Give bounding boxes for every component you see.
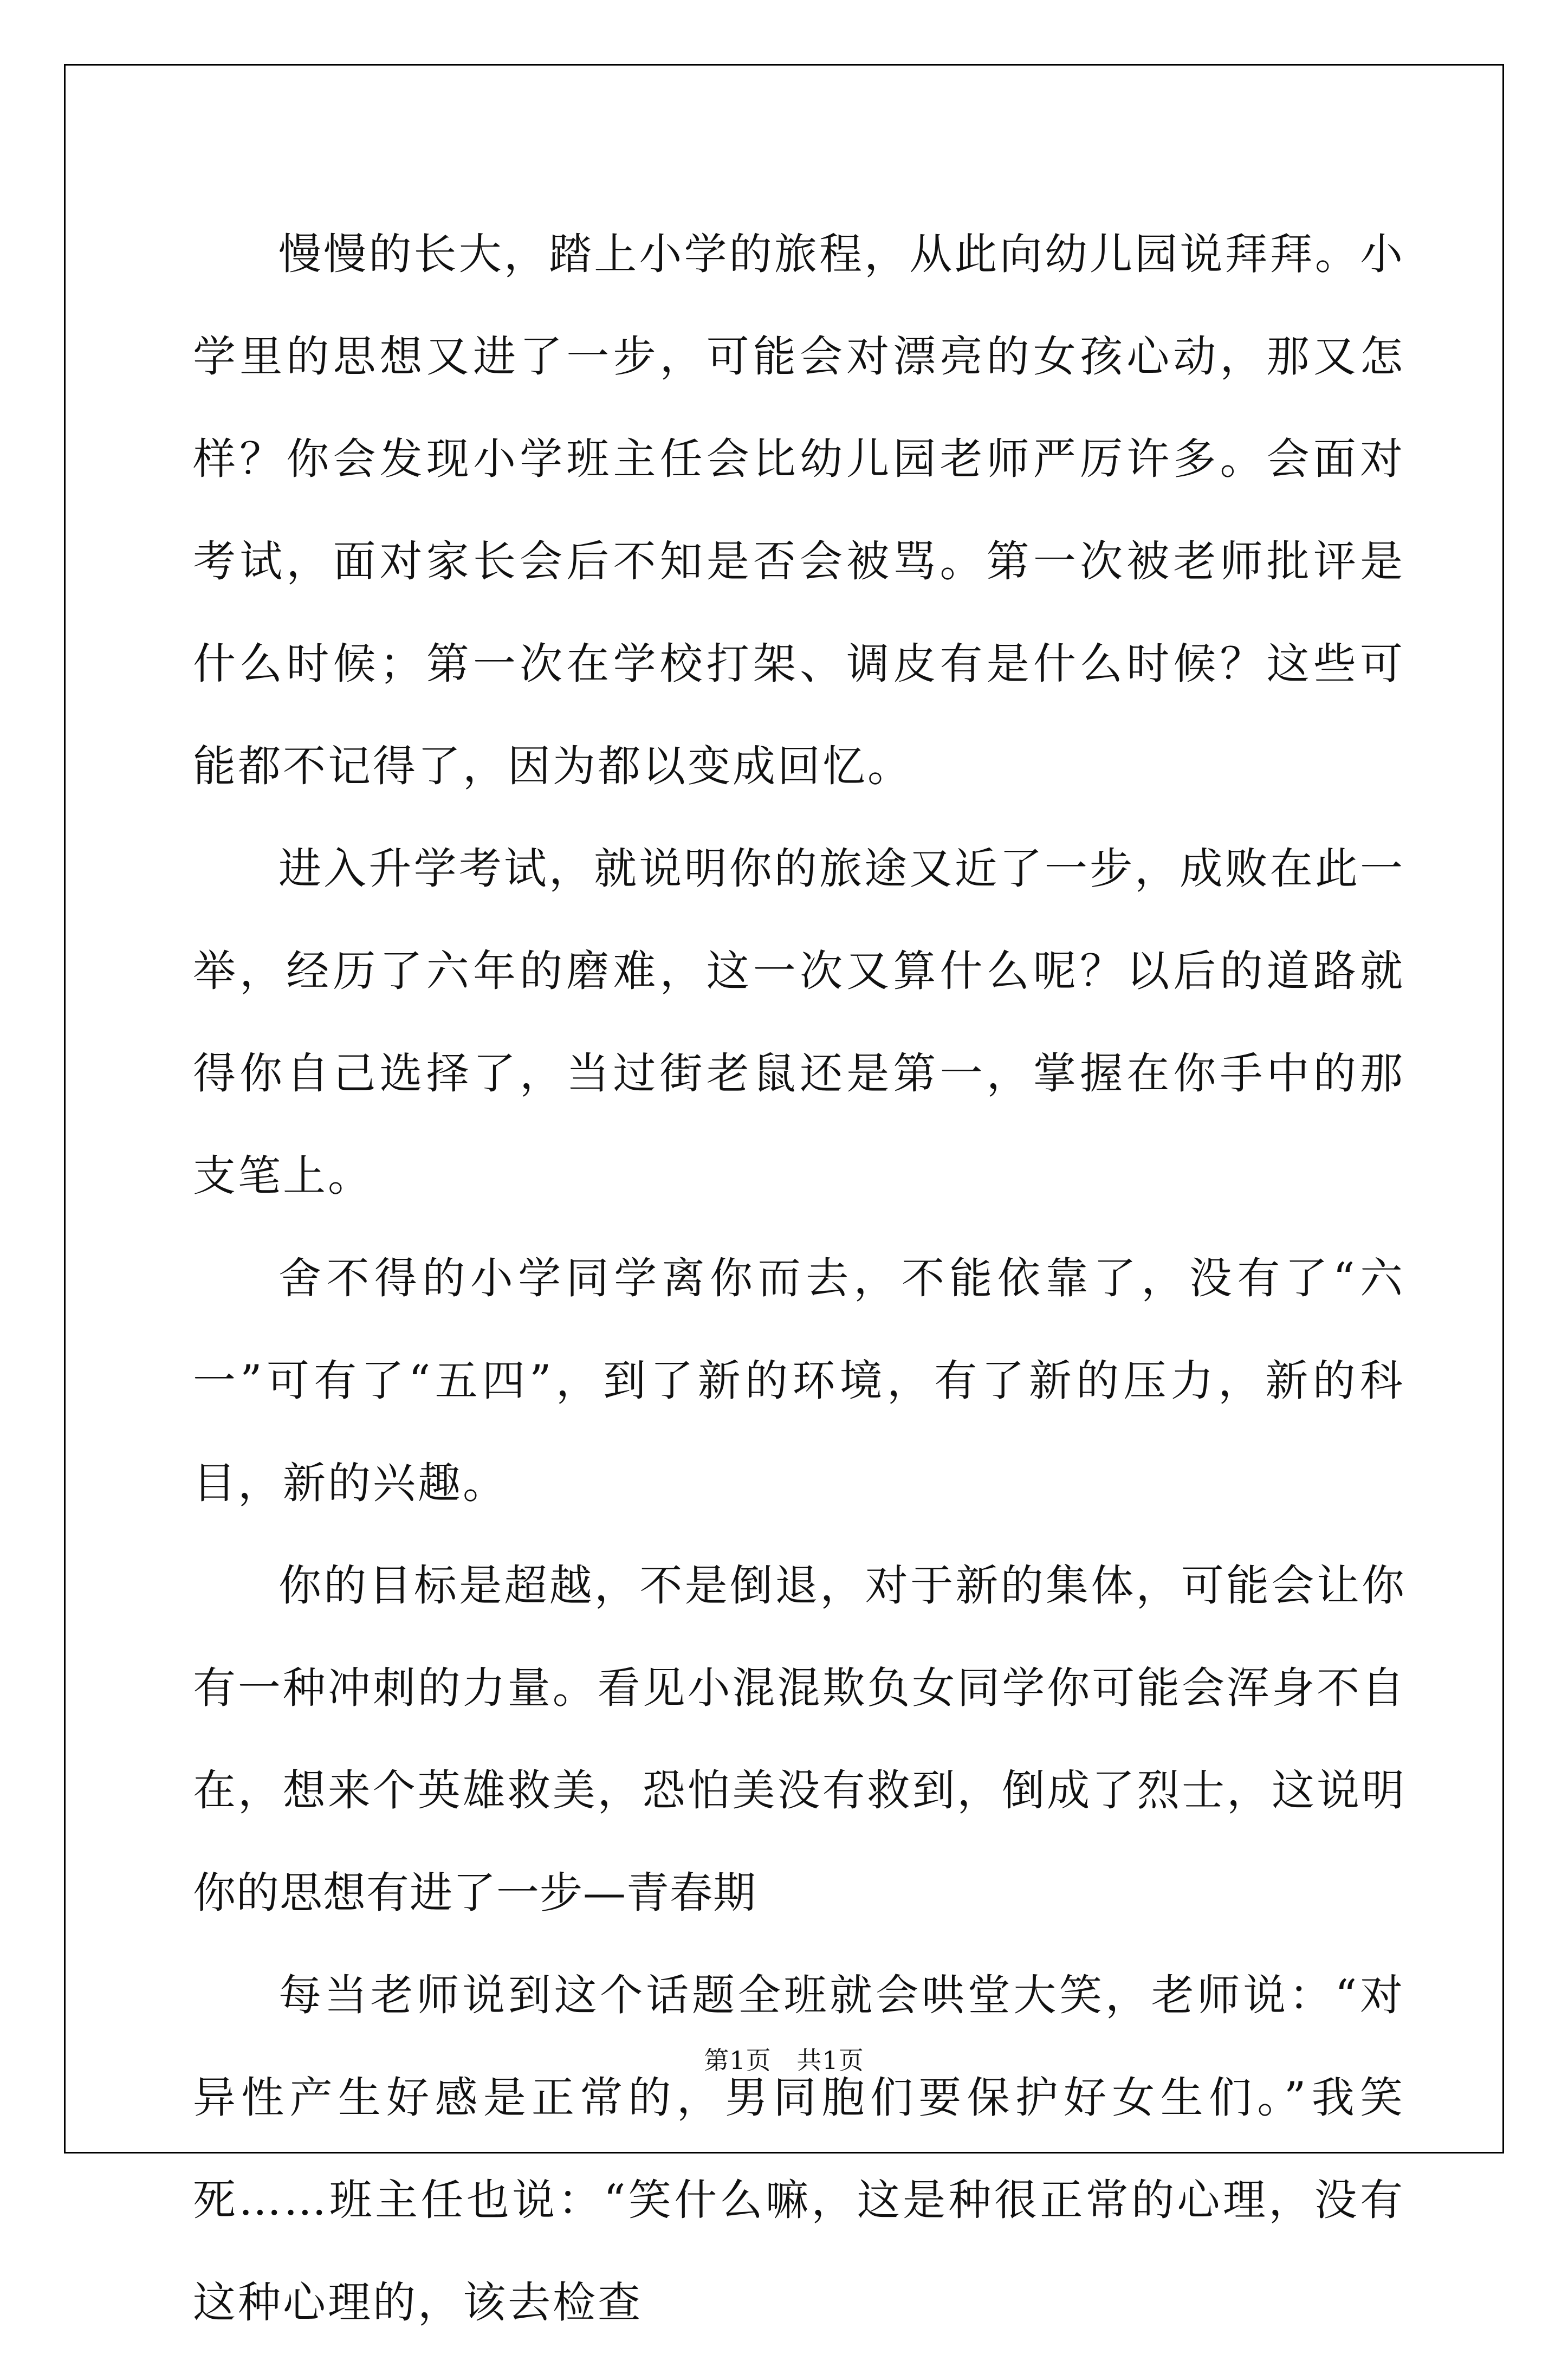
paragraph-4: 你的目标是超越，不是倒退，对于新的集体，可能会让你有一种冲刺的力量。看见小混混欺负女同学你可能会浑身不自在，想来个英雄救美，恐怕美没有救到，倒成了烈士，这说明你的思想有进了一步—青春期 (193, 1561, 1405, 1918)
paragraph-1: 慢慢的长大，踏上小学的旅程，从此向幼儿园说拜拜。小学里的思想又进了一步，可能会对漂亮的女孩心动，那又怎样？你会发现小学班主任会比幼儿园老师严厉许多。会面对考试，面对家长会后不知是否会被骂。第一次被老师批评是什么时候；第一次在学校打架、调皮有是什么时候？这些可能都不记得了，因为都以变成回忆。 (193, 229, 1405, 791)
paragraph-2: 进入升学考试，就说明你的旅途又近了一步，成败在此一举，经历了六年的磨难，这一次又算什么呢？以后的道路就得你自己选择了，当过街老鼠还是第一，掌握在你手中的那支笔上。 (193, 844, 1405, 1201)
paragraph-5: 每当老师说到这个话题全班就会哄堂大笑，老师说：“对异性产生好感是正常的，男同胞们要保护好女生们。”我笑死……班主任也说：“笑什么嘛，这是种很正常的心理，没有这种心理的，该去检查 (193, 1970, 1405, 2327)
paragraph-3: 舍不得的小学同学离你而去，不能依靠了，没有了“六一”可有了“五四”，到了新的环境，有了新的压力，新的科目，新的兴趣。 (193, 1253, 1405, 1508)
page-number-footer: 第1页 共1页 (704, 2046, 864, 2075)
document-body (193, 203, 1405, 2354)
